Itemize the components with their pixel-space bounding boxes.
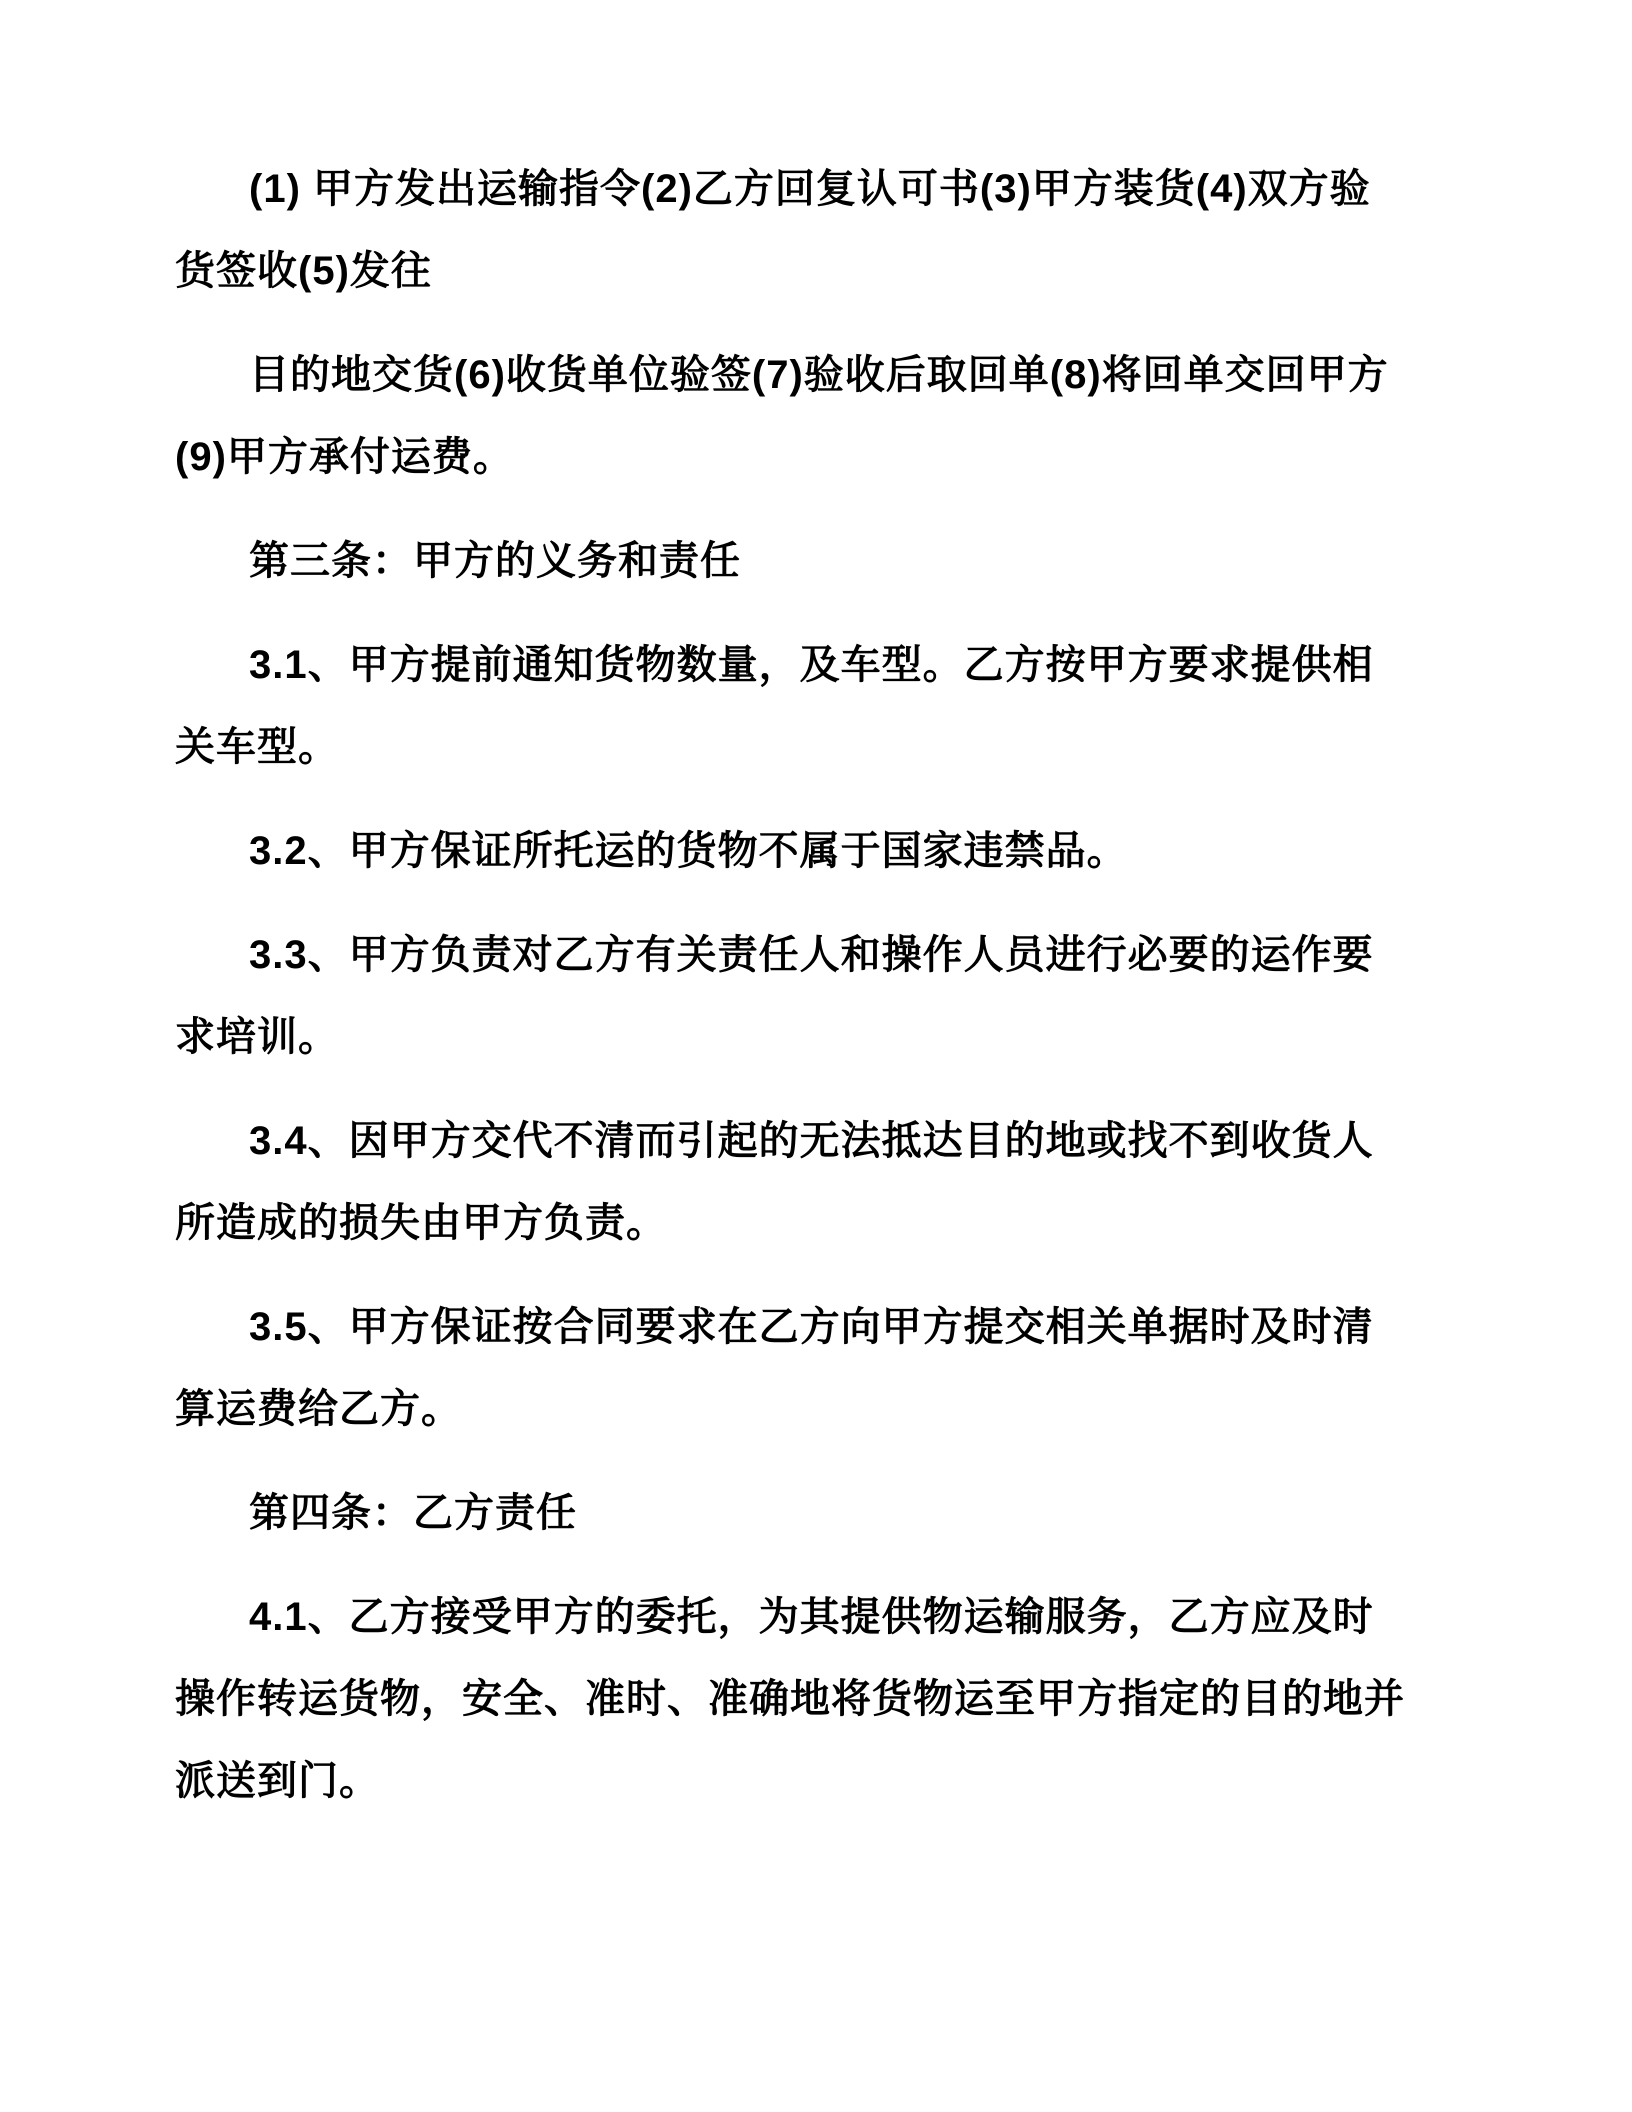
paragraph-clause-3-2 <box>175 810 1492 892</box>
paragraph-line: (1) 甲方发出运输指令(2)乙方回复认可书(3)甲方装货(4)双方验 <box>249 167 1371 211</box>
paragraph-clause-3-3 <box>175 914 1492 1078</box>
heading-line: 第三条：甲方的义务和责任 <box>249 539 741 583</box>
paragraph-shipping-steps-1 <box>175 148 1492 312</box>
paragraph-line: 所造成的损失由甲方负责。 <box>175 1201 667 1245</box>
paragraph-line: 3.4、因甲方交代不清而引起的无法抵达目的地或找不到收货人 <box>249 1119 1374 1163</box>
paragraph-line: 目的地交货(6)收货单位验签(7)验收后取回单(8)将回单交回甲方 <box>249 353 1389 397</box>
paragraph-clause-3-4 <box>175 1100 1492 1264</box>
paragraph-line: (9)甲方承付运费。 <box>175 435 514 479</box>
paragraph-line: 货签收(5)发往 <box>175 249 432 293</box>
paragraph-clause-4-1 <box>175 1576 1492 1822</box>
paragraph-line: 算运费给乙方。 <box>175 1387 462 1431</box>
heading-article-3 <box>175 520 1492 602</box>
paragraph-line: 4.1、乙方接受甲方的委托，为其提供物运输服务，乙方应及时 <box>249 1595 1374 1639</box>
paragraph-line: 操作转运货物，安全、准时、准确地将货物运至甲方指定的目的地并 <box>175 1677 1405 1721</box>
paragraph-line: 关车型。 <box>175 725 339 769</box>
paragraph-line: 3.3、甲方负责对乙方有关责任人和操作人员进行必要的运作要 <box>249 933 1374 977</box>
paragraph-shipping-steps-2 <box>175 334 1492 498</box>
paragraph-line: 3.5、甲方保证按合同要求在乙方向甲方提交相关单据时及时清 <box>249 1305 1374 1349</box>
paragraph-line: 3.2、甲方保证所托运的货物不属于国家违禁品。 <box>249 829 1128 873</box>
heading-line: 第四条：乙方责任 <box>249 1491 577 1535</box>
paragraph-line: 求培训。 <box>175 1015 339 1059</box>
heading-article-4 <box>175 1472 1492 1554</box>
paragraph-line: 3.1、甲方提前通知货物数量，及车型。乙方按甲方要求提供相 <box>249 643 1374 687</box>
paragraph-line: 派送到门。 <box>175 1759 380 1803</box>
paragraph-clause-3-5 <box>175 1286 1492 1450</box>
paragraph-clause-3-1 <box>175 624 1492 788</box>
